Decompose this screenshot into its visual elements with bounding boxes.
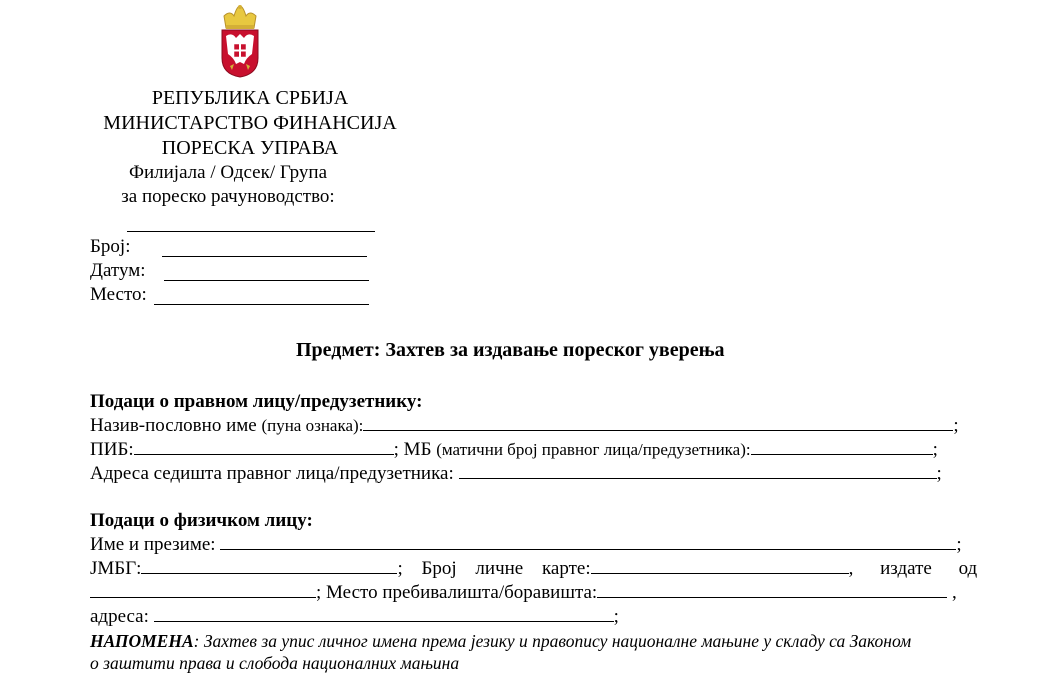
issued-by-field[interactable] [90,581,316,598]
semicolon: ; [956,534,962,555]
note-label: НАПОМЕНА [90,631,194,651]
jmbg-label: ЈМБГ: [90,558,142,579]
note-line-1 [90,630,911,652]
mb-field[interactable] [751,438,933,455]
mb-label: ; МБ [393,439,432,460]
semicolon: ; [932,439,938,460]
datum-field[interactable] [164,264,369,281]
legal-address-row [90,462,942,486]
datum-row [90,259,146,283]
serbia-coat-of-arms-icon [216,4,264,78]
mesto-row [90,283,147,307]
header-tax-administration: ПОРЕСКА УПРАВА [161,137,339,159]
mesto-field[interactable] [154,288,369,305]
header-accounting: за пореско рачуноводство: [121,186,335,207]
datum-label: Датум: [90,260,146,281]
broj-field[interactable] [162,240,367,257]
header-branch: Филијала / Одсек/ Група [128,162,328,183]
legal-name-row [90,414,959,438]
broj-row [90,235,130,259]
pib-field[interactable] [134,438,394,455]
fullname-field[interactable] [220,533,956,550]
header-ministry: МИНИСТАРСТВО ФИНАНСИЈА [103,112,397,134]
address-row [90,605,619,629]
semicolon: ; [953,415,959,436]
fullname-label: Име и презиме: [90,534,216,555]
semicolon: ; [936,463,942,484]
semicolon: ; [613,606,619,627]
comma: , [951,582,957,603]
residence-row [90,581,957,605]
natural-person-heading: Подаци о физичком лицу: [90,510,313,531]
legal-entity-heading: Подаци о правном лицу/предузетнику: [90,391,423,412]
legal-name-hint: (пуна ознака): [261,416,364,435]
jmbg-field[interactable] [141,557,397,574]
legal-name-label: Назив-пословно име [90,415,257,436]
header-republic: РЕПУБЛИКА СРБИЈА [151,87,349,109]
note-line-2: о заштити права и слобода националних мањина [90,653,460,673]
branch-blank-line[interactable] [127,215,375,232]
jmbg-row [90,557,1007,581]
pib-label: ПИБ: [90,439,134,460]
legal-name-field[interactable] [363,414,953,431]
broj-label: Број: [90,236,131,257]
id-card-label: ; Број личне карте: [397,558,591,579]
residence-field[interactable] [597,581,947,598]
pib-mb-row [90,438,938,462]
residence-label: ; Место пребивалишта/боравишта: [316,582,598,603]
address-label: адреса: [90,606,149,627]
legal-address-label: Адреса седишта правног лица/предузетника: [90,463,454,484]
legal-address-field[interactable] [459,462,937,479]
note-text-1: : Захтев за упис личног имена према језику и правопису националне мањине у складу са Законом [193,631,912,651]
id-card-field[interactable] [591,557,849,574]
fullname-row [90,533,962,557]
address-field[interactable] [154,605,614,622]
mb-hint: (матични број правног лица/предузетника): [436,440,751,459]
issued-by-label: , издате од [848,558,978,579]
mesto-label: Место: [90,284,147,305]
subject-title: Предмет: Захтев за издавање пореског уверења [296,339,725,361]
